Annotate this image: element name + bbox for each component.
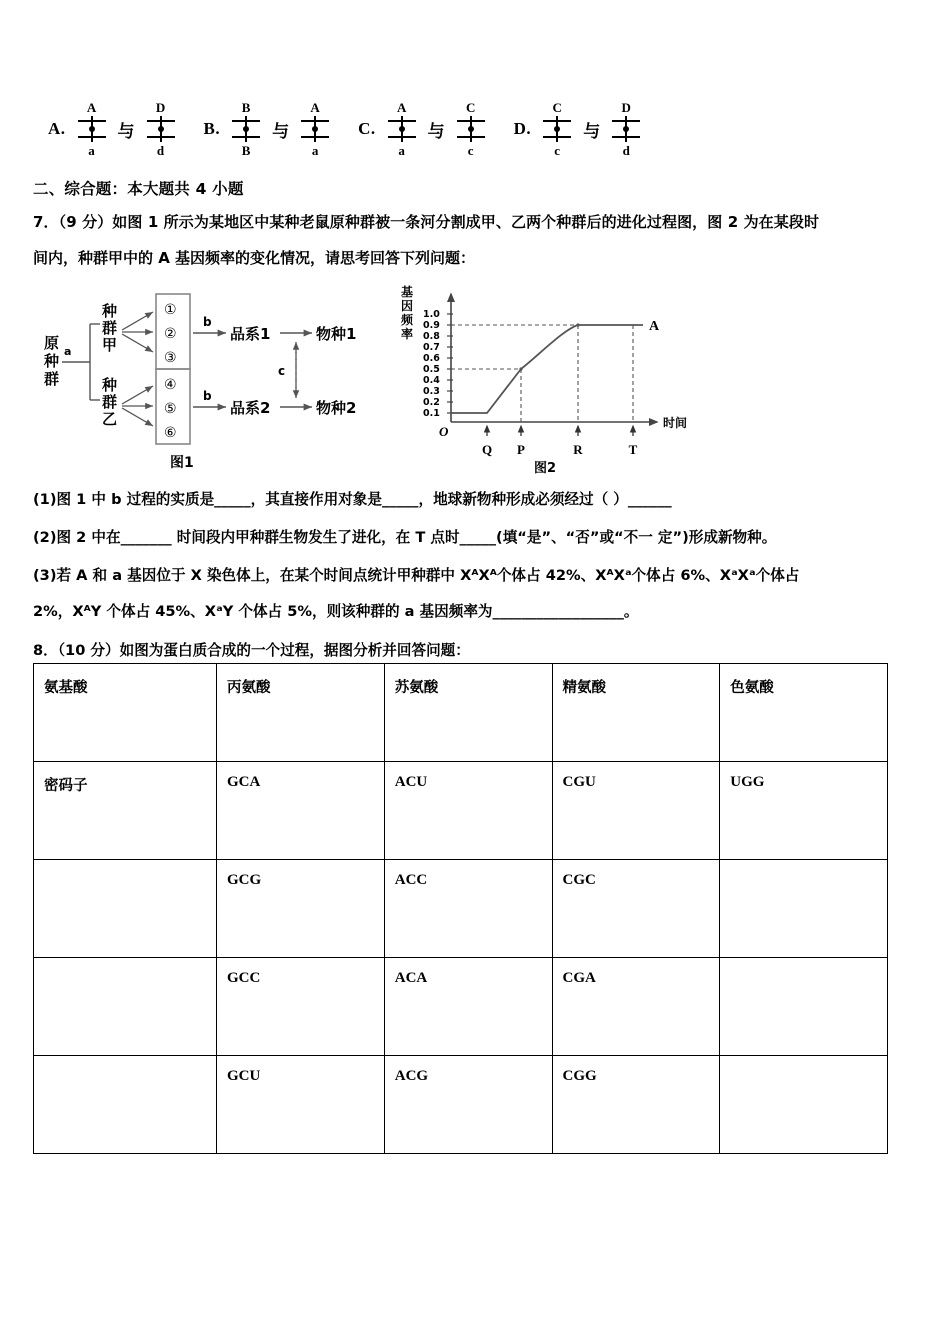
- question-8-stem: 8．（10 分）如图为蛋白质合成的一个过程，据图分析并回答问题：: [33, 642, 470, 659]
- mc-option-c-label: C.: [358, 119, 376, 138]
- chromosome-allele-top: B: [241, 100, 251, 115]
- svg-text:a: a: [64, 345, 72, 358]
- table-cell: GCA: [217, 762, 385, 860]
- chromatid-bar-lower: [147, 136, 175, 138]
- mc-option-c-conjunction: 与: [427, 121, 445, 142]
- svg-text:R: R: [573, 442, 583, 457]
- chromosome-allele-top: D: [155, 100, 166, 115]
- question-7-stem-line-1: 7．（9 分）如图 1 所示为某地区中某种老鼠原种群被一条河分割成甲、乙两个种群后的进化过程图，图 2 为在某段时: [33, 213, 820, 231]
- svg-text:A: A: [649, 319, 660, 334]
- svg-text:率: 率: [401, 327, 414, 341]
- table-cell: GCG: [217, 860, 385, 958]
- chromosome-allele-bottom: B: [241, 143, 251, 158]
- figure-1-evolution-flowchart: [40, 282, 390, 477]
- table-cell-row-label: [34, 1056, 217, 1154]
- table-cell: GCU: [217, 1056, 385, 1154]
- svg-text:群: 群: [102, 319, 118, 337]
- table-row: [34, 1056, 888, 1154]
- svg-text:③: ③: [164, 350, 177, 366]
- svg-text:种: 种: [102, 376, 118, 394]
- mc-option-b-label: B.: [203, 119, 221, 138]
- question-7-stem-line-2: 间内，种群甲中的 A 基因频率的变化情况，请思考回答下列问题：: [33, 249, 476, 267]
- table-cell-row-label: [34, 958, 217, 1056]
- mc-option-d-label: D.: [513, 119, 532, 138]
- chromosome-allele-bottom: d: [622, 143, 630, 158]
- chromatid-bar-lower: [78, 136, 106, 138]
- svg-text:基: 基: [401, 285, 414, 299]
- svg-text:时间: 时间: [663, 416, 688, 430]
- centromere-dot: [399, 126, 405, 132]
- question-7-sub-2: (2)图 2 中在_______ 时间段内甲种群生物发生了进化，在 T 点时_____(填“是”、“否”或“不一 定”)形成新物种。: [33, 529, 777, 546]
- svg-text:物种1: 物种1: [316, 325, 357, 343]
- centromere-dot: [468, 126, 474, 132]
- svg-text:品系2: 品系2: [230, 399, 271, 417]
- table-cell: 苏氨酸: [384, 664, 552, 762]
- svg-text:图1: 图1: [170, 455, 194, 471]
- table-cell: CGU: [552, 762, 720, 860]
- svg-text:图2: 图2: [533, 461, 557, 476]
- mc-option-b-conjunction: 与: [272, 121, 290, 142]
- table-cell: [720, 1056, 888, 1154]
- question-7-sub-3-line-2: 2%，XᴬY 个体占 45%、XᵃY 个体占 5%，则该种群的 a 基因频率为__________________。: [33, 603, 639, 620]
- table-cell: UGG: [720, 762, 888, 860]
- chromatid-bar-lower: [543, 136, 571, 138]
- table-cell: [720, 958, 888, 1056]
- table-cell: ACC: [384, 860, 552, 958]
- chromosome-allele-top: C: [552, 100, 562, 115]
- svg-text:P: P: [517, 442, 525, 457]
- figure-2-gene-frequency-graph: [395, 280, 695, 477]
- chromosome-allele-bottom: a: [311, 143, 319, 158]
- svg-text:甲: 甲: [102, 336, 118, 354]
- table-cell: 色氨酸: [720, 664, 888, 762]
- chromosome-allele-bottom: d: [156, 143, 165, 158]
- mc-option-c[interactable]: [358, 100, 488, 158]
- table-cell: CGG: [552, 1056, 720, 1154]
- chromosome-symbol-b2: [298, 100, 332, 158]
- chromosome-allele-top: A: [396, 100, 407, 115]
- table-cell: 丙氨酸: [217, 664, 385, 762]
- centromere-dot: [312, 126, 318, 132]
- svg-text:0.9: 0.9: [423, 320, 440, 331]
- table-cell-row-label: [34, 860, 217, 958]
- svg-text:品系1: 品系1: [230, 325, 271, 343]
- table-cell: [720, 860, 888, 958]
- chromosome-symbol-d2: [609, 100, 643, 158]
- svg-text:0.6: 0.6: [423, 353, 440, 364]
- chromosome-allele-top: C: [465, 100, 476, 115]
- svg-text:⑤: ⑤: [164, 401, 177, 417]
- codon-table: [33, 663, 888, 1154]
- svg-text:0.4: 0.4: [423, 375, 440, 386]
- chromatid-bar-lower: [457, 136, 485, 138]
- chromosome-allele-top: A: [310, 100, 320, 115]
- chromosome-allele-top: A: [86, 100, 97, 115]
- svg-text:0.5: 0.5: [423, 364, 440, 375]
- svg-text:种: 种: [102, 302, 118, 320]
- svg-text:0.3: 0.3: [423, 386, 440, 397]
- mc-option-d-conjunction: 与: [583, 121, 601, 142]
- chromosome-symbol-c1: [385, 100, 419, 158]
- svg-text:物种2: 物种2: [316, 399, 357, 417]
- centromere-dot: [89, 126, 95, 132]
- svg-text:O: O: [439, 424, 449, 439]
- svg-text:种: 种: [44, 352, 60, 370]
- svg-text:0.2: 0.2: [423, 397, 440, 408]
- svg-text:b: b: [203, 315, 212, 329]
- question-7-sub-3-line-1: (3)若 A 和 a 基因位于 X 染色体上，在某个时间点统计甲种群中 XᴬXᴬ个体占 42%、XᴬXᵃ个体占 6%、XᵃXᵃ个体占: [33, 567, 800, 584]
- svg-text:②: ②: [164, 326, 177, 342]
- svg-text:0.7: 0.7: [423, 342, 440, 353]
- chromosome-symbol-b1: [229, 100, 263, 158]
- table-cell: 精氨酸: [552, 664, 720, 762]
- table-row: [34, 664, 888, 762]
- svg-text:T: T: [628, 442, 638, 457]
- svg-text:因: 因: [401, 299, 414, 313]
- centromere-dot: [623, 126, 629, 132]
- chromatid-bar-lower: [301, 136, 329, 138]
- chromosome-allele-bottom: a: [88, 143, 95, 158]
- table-cell: ACU: [384, 762, 552, 860]
- chromosome-allele-top: D: [621, 100, 631, 115]
- table-cell-row-label: 密码子: [34, 762, 217, 860]
- chromosome-symbol-a1: [75, 100, 109, 158]
- chromatid-bar-lower: [612, 136, 640, 138]
- svg-text:群: 群: [44, 370, 60, 388]
- mc-option-b[interactable]: [204, 100, 333, 158]
- table-cell: ACA: [384, 958, 552, 1056]
- chromosome-symbol-c2: [454, 100, 488, 158]
- chromosome-symbol-d1: [540, 100, 574, 158]
- svg-text:①: ①: [164, 302, 177, 318]
- svg-text:④: ④: [164, 377, 177, 393]
- multiple-choice-options-row: [48, 96, 908, 162]
- chromosome-symbol-a2: [144, 100, 178, 158]
- table-row: [34, 762, 888, 860]
- svg-text:c: c: [278, 364, 286, 378]
- table-cell: CGC: [552, 860, 720, 958]
- centromere-dot: [243, 126, 249, 132]
- table-cell: CGA: [552, 958, 720, 1056]
- mc-option-a[interactable]: [48, 100, 178, 158]
- chromatid-bar-lower: [388, 136, 416, 138]
- section-heading: 二、综合题：本大题共 4 小题: [33, 180, 244, 198]
- mc-option-d[interactable]: [514, 100, 644, 158]
- chromatid-bar-lower: [232, 136, 260, 138]
- centromere-dot: [554, 126, 560, 132]
- svg-text:Q: Q: [481, 442, 493, 457]
- svg-text:⑥: ⑥: [164, 425, 177, 441]
- centromere-dot: [158, 126, 164, 132]
- question-7-sub-1: (1)图 1 中 b 过程的实质是_____，其直接作用对象是_____，地球新物种形成必须经过（ ）______: [33, 491, 672, 508]
- question-7-figures: [40, 282, 700, 477]
- svg-text:0.8: 0.8: [423, 331, 440, 342]
- mc-option-a-conjunction: 与: [117, 121, 135, 142]
- svg-text:1.0: 1.0: [423, 309, 440, 320]
- chromosome-allele-bottom: c: [467, 143, 474, 158]
- chromosome-allele-bottom: a: [398, 143, 405, 158]
- table-row: [34, 860, 888, 958]
- svg-text:乙: 乙: [102, 410, 118, 428]
- table-cell: GCC: [217, 958, 385, 1056]
- svg-text:b: b: [203, 389, 212, 403]
- svg-text:原: 原: [44, 334, 60, 352]
- svg-text:群: 群: [102, 393, 118, 411]
- table-cell: ACG: [384, 1056, 552, 1154]
- chromosome-allele-bottom: c: [554, 143, 561, 158]
- table-row: [34, 958, 888, 1056]
- svg-text:频: 频: [401, 313, 414, 327]
- svg-text:0.1: 0.1: [423, 408, 440, 419]
- mc-option-a-label: A.: [48, 119, 66, 138]
- table-cell-row-label: 氨基酸: [34, 664, 217, 762]
